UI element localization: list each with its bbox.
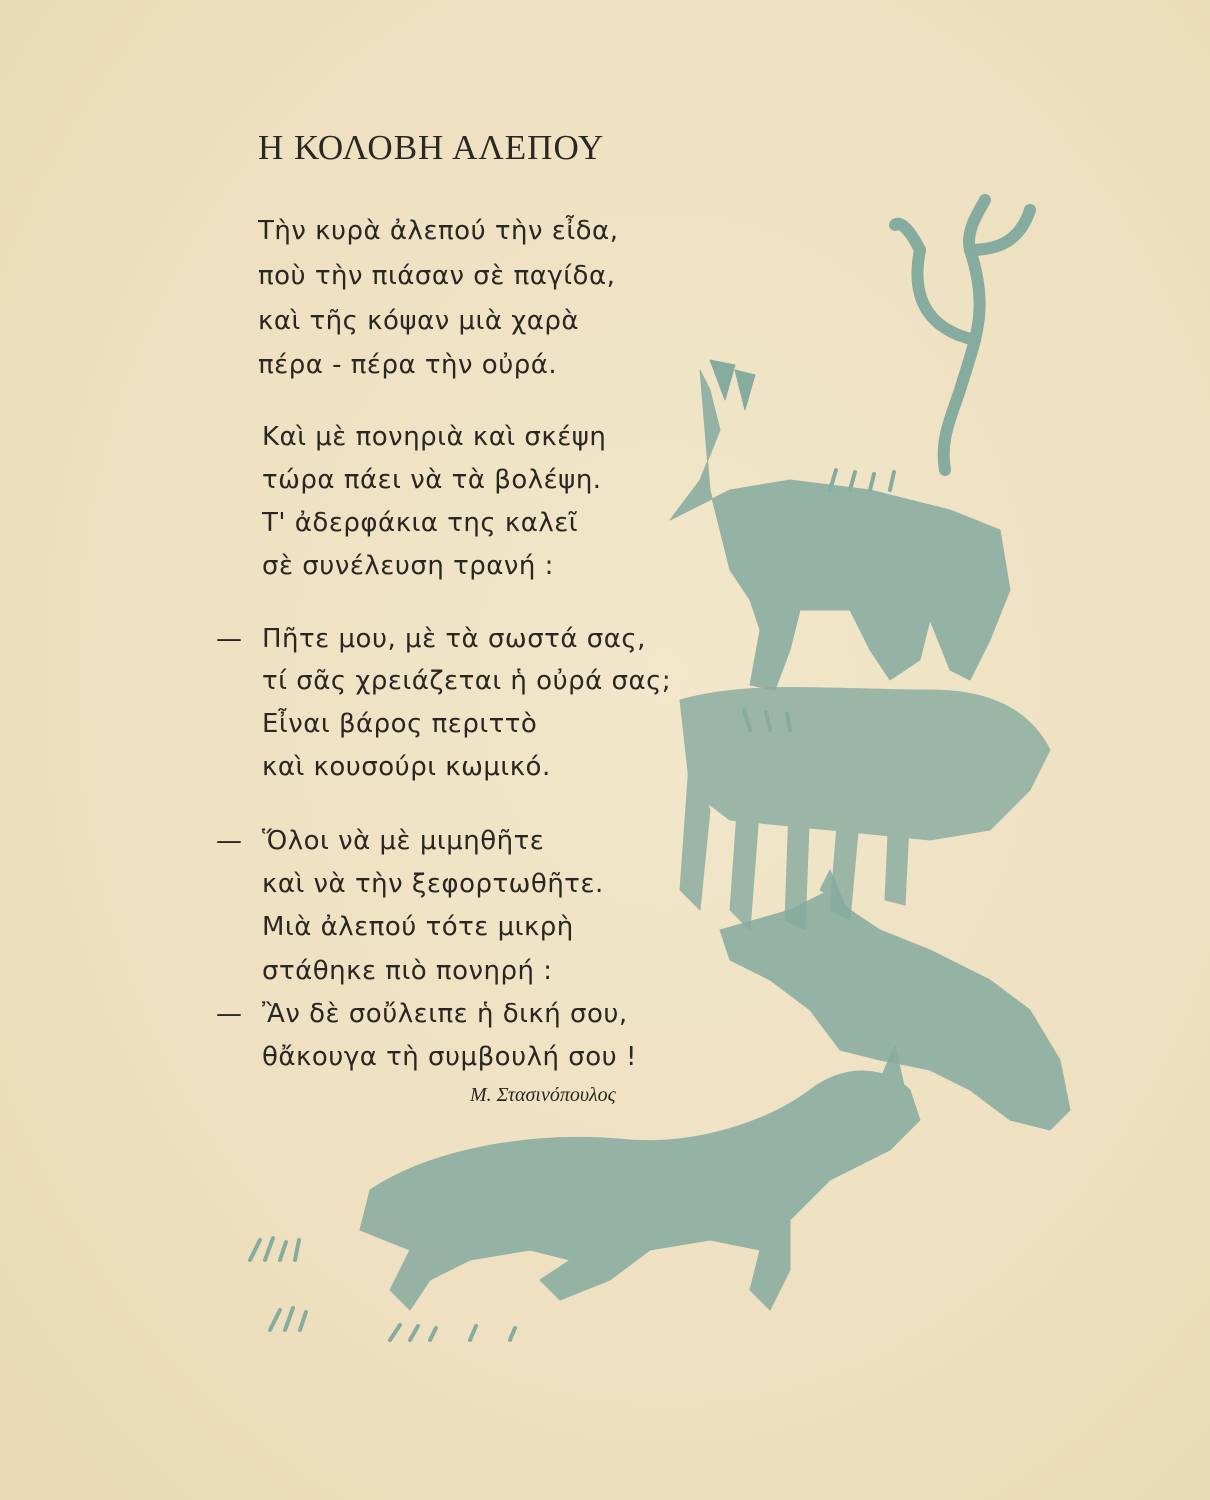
dialogue-dash: — xyxy=(216,624,242,654)
verse-line: καὶ τῆς κόψαν μιὰ χαρὰ xyxy=(258,306,580,336)
verse-line: καὶ κουσούρι κωμικό. xyxy=(262,752,551,782)
verse-line: Ὅλοι νὰ μὲ μιμηθῆτε xyxy=(262,826,545,856)
verse-line: Εἶναι βάρος περιττὸ xyxy=(262,709,538,739)
verse-line: Ἂν δὲ σοὔλειπε ἡ δική σου, xyxy=(262,999,628,1029)
verse-line: Τὴν κυρὰ ἀλεπού τὴν εἶδα, xyxy=(258,216,619,246)
dialogue-dash: — xyxy=(216,999,242,1029)
verse-line: στάθηκε πιὸ πονηρή : xyxy=(262,956,553,986)
verse-line: καὶ νὰ τὴν ξεφορτωθῆτε. xyxy=(262,869,604,899)
verse-line: Μιὰ ἀλεπού τότε μικρὴ xyxy=(262,912,574,942)
verse-line: Πῆτε μου, μὲ τὰ σωστά σας, xyxy=(262,624,646,654)
verse-line: τώρα πάει νὰ τὰ βολέψη. xyxy=(262,465,602,495)
author-signature: Μ. Στασινόπουλος xyxy=(470,1084,616,1106)
tree-branch-icon xyxy=(895,200,1030,470)
verse-line: θἄκουγα τὴ συμβουλή σου ! xyxy=(262,1042,637,1072)
verse-line: σὲ συνέλευση τρανή : xyxy=(262,551,554,581)
poem-title: Η ΚΟΛΟΒΗ ΑΛΕΠΟΥ xyxy=(258,128,605,167)
verse-line: πέρα - πέρα τὴν οὐρά. xyxy=(258,350,558,380)
verse-line: Καὶ μὲ πονηριὰ καὶ σκέψη xyxy=(262,422,607,452)
rock-ledge-icon xyxy=(680,688,1050,931)
walking-fox-icon xyxy=(360,1045,920,1310)
dialogue-dash: — xyxy=(216,826,242,856)
verse-line: ποὺ τὴν πιάσαν σὲ παγίδα, xyxy=(258,261,616,291)
verse-line: Τ' ἀδερφάκια της καλεῖ xyxy=(262,508,579,538)
verse-line: τί σᾶς χρειάζεται ἡ οὐρά σας; xyxy=(262,666,672,696)
